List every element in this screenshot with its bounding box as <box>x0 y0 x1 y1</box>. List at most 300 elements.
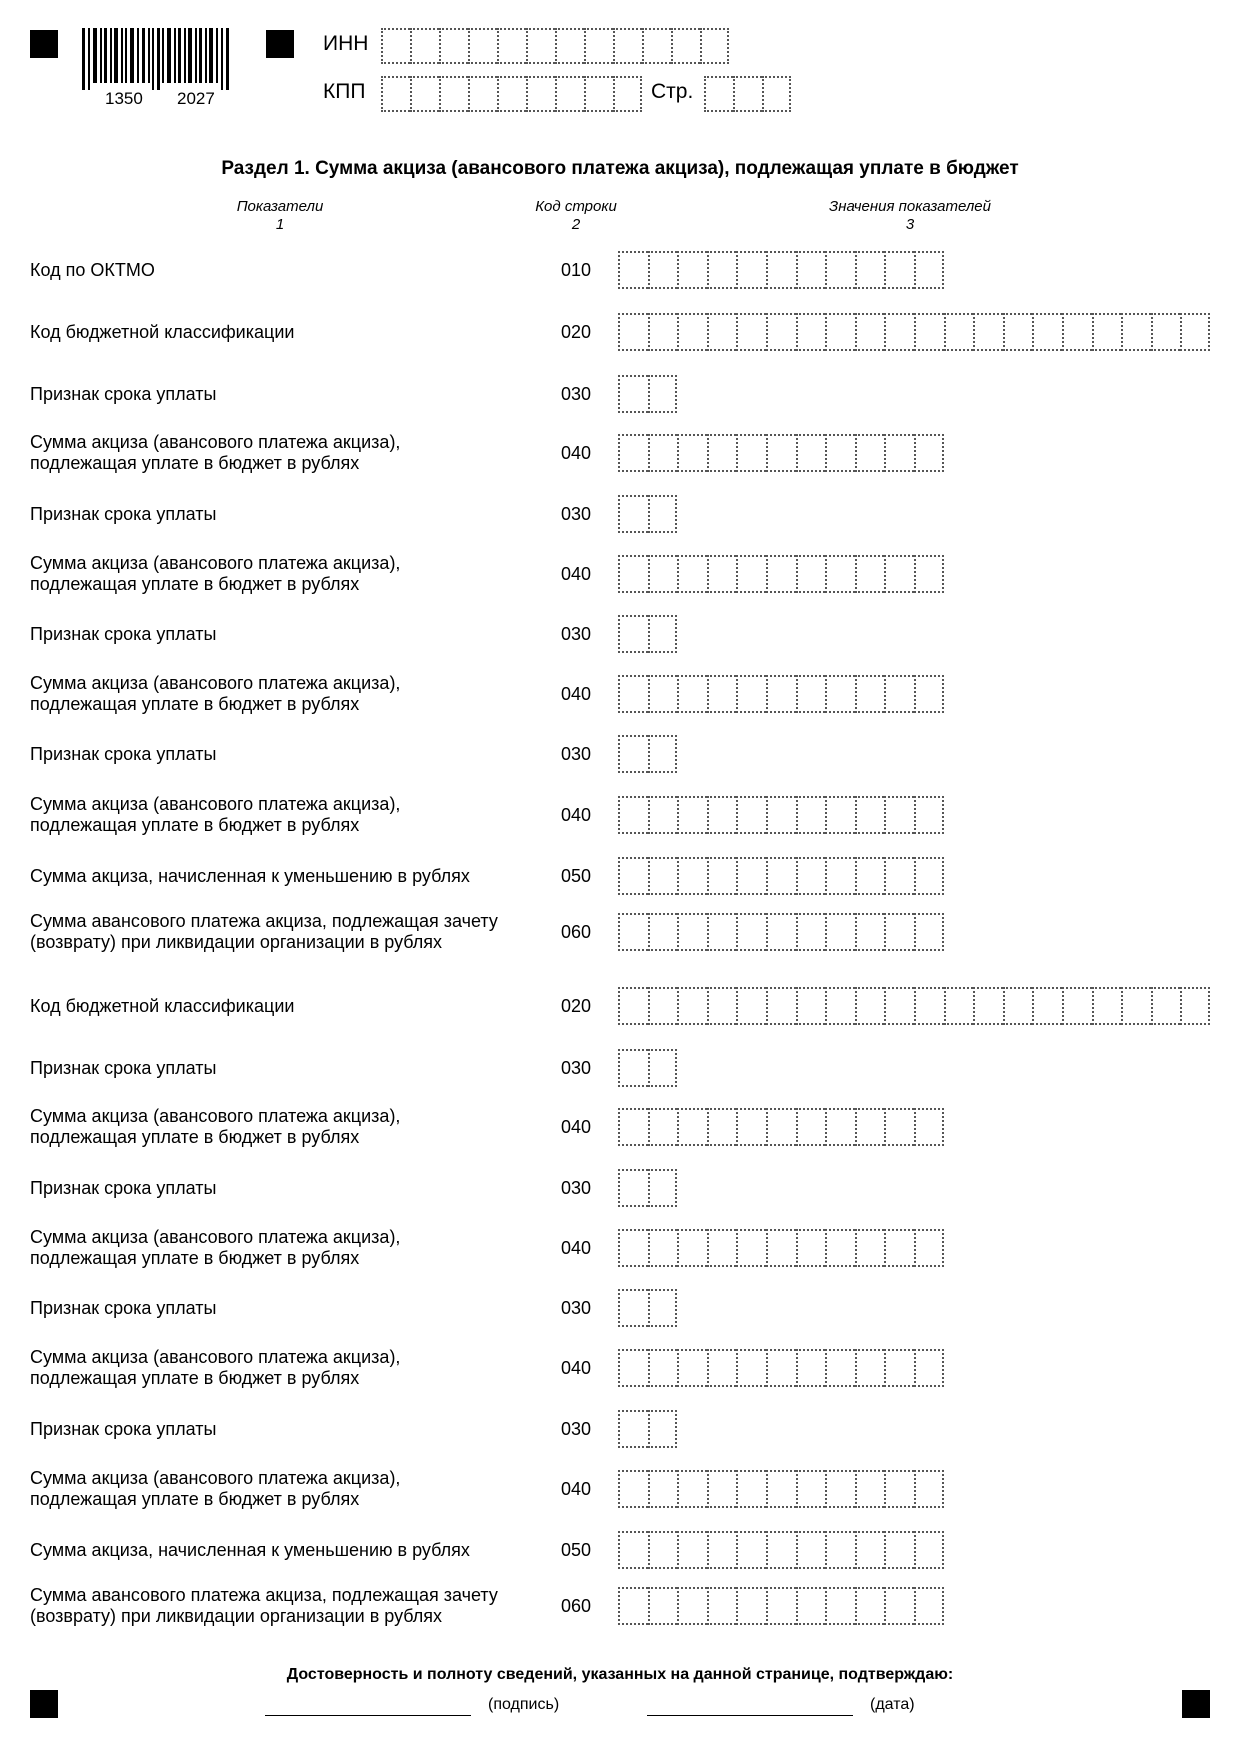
input-cell[interactable] <box>677 1229 707 1267</box>
section-title: Раздел 1. Сумма акциза (авансового платежа акциза), подлежащая уплате в бюджет <box>221 158 1019 179</box>
input-cell[interactable] <box>736 987 766 1025</box>
input-cell[interactable] <box>766 251 796 289</box>
row-label: Сумма акциза (авансового платежа акциза), подлежащая уплате в бюджет в рублях <box>30 794 401 835</box>
input-cell[interactable] <box>796 1349 826 1387</box>
input-cell[interactable] <box>766 913 796 951</box>
row-value-input[interactable] <box>618 1587 944 1625</box>
row-label: Сумма акциза (авансового платежа акциза), подлежащая уплате в бюджет в рублях <box>30 432 401 473</box>
input-cell[interactable] <box>707 913 737 951</box>
input-cell[interactable] <box>884 1531 914 1569</box>
input-cell[interactable] <box>468 28 497 64</box>
input-cell[interactable] <box>766 987 796 1025</box>
corner-marker-bottom-right <box>1182 1690 1210 1718</box>
input-cell[interactable] <box>707 1587 737 1625</box>
input-cell[interactable] <box>648 1108 678 1146</box>
input-cell[interactable] <box>584 76 613 112</box>
corner-marker-top-right <box>266 30 294 58</box>
input-cell[interactable] <box>884 913 914 951</box>
input-cell[interactable] <box>677 1108 707 1146</box>
input-cell[interactable] <box>914 1587 944 1625</box>
input-cell[interactable] <box>1032 313 1062 351</box>
input-cell[interactable] <box>381 76 410 112</box>
input-cell[interactable] <box>944 313 974 351</box>
input-cell[interactable] <box>618 251 648 289</box>
row-value-input[interactable] <box>618 857 944 895</box>
input-cell[interactable] <box>766 857 796 895</box>
input-cell[interactable] <box>648 375 678 413</box>
input-cell[interactable] <box>497 76 526 112</box>
input-cell[interactable] <box>618 313 648 351</box>
row-value-input[interactable] <box>618 1531 944 1569</box>
input-cell[interactable] <box>825 1229 855 1267</box>
input-cell[interactable] <box>914 987 944 1025</box>
date-line[interactable] <box>647 1715 853 1716</box>
row-value-input[interactable] <box>618 375 677 413</box>
input-cell[interactable] <box>1180 313 1210 351</box>
input-cell[interactable] <box>733 76 762 112</box>
input-cell[interactable] <box>914 1470 944 1508</box>
input-cell[interactable] <box>914 1229 944 1267</box>
row-label: Код бюджетной классификации <box>30 996 295 1016</box>
input-cell[interactable] <box>648 796 678 834</box>
input-cell[interactable] <box>648 313 678 351</box>
input-cell[interactable] <box>736 796 766 834</box>
row-value-input[interactable] <box>618 1108 944 1146</box>
input-cell[interactable] <box>796 555 826 593</box>
input-cell[interactable] <box>884 1470 914 1508</box>
input-cell[interactable] <box>1092 987 1122 1025</box>
input-cell[interactable] <box>766 434 796 472</box>
column-header-label: Значения показателей <box>828 198 991 215</box>
input-cell[interactable] <box>736 313 766 351</box>
input-cell[interactable] <box>825 1349 855 1387</box>
input-cell[interactable] <box>677 857 707 895</box>
input-cell[interactable] <box>618 1349 648 1387</box>
input-cell[interactable] <box>648 675 678 713</box>
input-cell[interactable] <box>1151 313 1181 351</box>
input-cell[interactable] <box>736 1108 766 1146</box>
input-cell[interactable] <box>855 913 885 951</box>
input-cell[interactable] <box>855 1108 885 1146</box>
input-cell[interactable] <box>1121 313 1151 351</box>
input-cell[interactable] <box>796 313 826 351</box>
input-cell[interactable] <box>648 555 678 593</box>
input-cell[interactable] <box>825 987 855 1025</box>
row-label: Код по ОКТМО <box>30 260 155 280</box>
input-cell[interactable] <box>677 1587 707 1625</box>
input-cell[interactable] <box>677 313 707 351</box>
row-value-input[interactable] <box>618 913 944 951</box>
row-label: Сумма авансового платежа акциза, подлежащая зачету (возврату) при ликвидации организации в рублях <box>30 911 498 952</box>
input-cell[interactable] <box>825 857 855 895</box>
input-cell[interactable] <box>855 675 885 713</box>
input-cell[interactable] <box>707 675 737 713</box>
input-cell[interactable] <box>855 1349 885 1387</box>
input-cell[interactable] <box>613 28 642 64</box>
signature-caption: (подпись) <box>488 1696 560 1713</box>
input-cell[interactable] <box>648 1229 678 1267</box>
row-value-input[interactable] <box>618 1470 944 1508</box>
input-cell[interactable] <box>704 76 733 112</box>
row-value-input[interactable] <box>618 615 677 653</box>
input-cell[interactable] <box>855 251 885 289</box>
input-cell[interactable] <box>618 1587 648 1625</box>
input-cell[interactable] <box>707 251 737 289</box>
input-cell[interactable] <box>439 28 468 64</box>
input-cell[interactable] <box>855 1587 885 1625</box>
row-label: Сумма акциза (авансового платежа акциза), подлежащая уплате в бюджет в рублях <box>30 1468 401 1509</box>
input-cell[interactable] <box>914 796 944 834</box>
input-cell[interactable] <box>766 1531 796 1569</box>
input-cell[interactable] <box>855 857 885 895</box>
input-cell[interactable] <box>677 1531 707 1569</box>
input-cell[interactable] <box>884 313 914 351</box>
input-cell[interactable] <box>825 675 855 713</box>
row-value-input[interactable] <box>618 251 944 289</box>
row-code: 030 <box>560 1058 592 1078</box>
input-cell[interactable] <box>914 1349 944 1387</box>
input-cell[interactable] <box>618 857 648 895</box>
input-cell[interactable] <box>1092 313 1122 351</box>
input-cell[interactable] <box>973 313 1003 351</box>
inn-input[interactable] <box>381 28 729 64</box>
input-cell[interactable] <box>736 1531 766 1569</box>
row-code: 030 <box>560 744 592 764</box>
row-code: 040 <box>560 1117 592 1137</box>
row-value-input[interactable] <box>618 1349 944 1387</box>
input-cell[interactable] <box>648 495 678 533</box>
input-cell[interactable] <box>618 1470 648 1508</box>
input-cell[interactable] <box>796 913 826 951</box>
input-cell[interactable] <box>707 796 737 834</box>
column-header-label: Код строки <box>535 198 617 215</box>
input-cell[interactable] <box>796 987 826 1025</box>
row-value-input[interactable] <box>618 1410 677 1448</box>
input-cell[interactable] <box>648 913 678 951</box>
input-cell[interactable] <box>736 1349 766 1387</box>
input-cell[interactable] <box>618 1049 648 1087</box>
row-value-input[interactable] <box>618 555 944 593</box>
input-cell[interactable] <box>707 1229 737 1267</box>
input-cell[interactable] <box>884 1349 914 1387</box>
input-cell[interactable] <box>648 735 678 773</box>
input-cell[interactable] <box>618 375 648 413</box>
row-code: 030 <box>560 504 592 524</box>
input-cell[interactable] <box>618 1289 648 1327</box>
input-cell[interactable] <box>648 987 678 1025</box>
row-code: 040 <box>560 1238 592 1258</box>
input-cell[interactable] <box>677 913 707 951</box>
row-value-input[interactable] <box>618 495 677 533</box>
input-cell[interactable] <box>618 434 648 472</box>
row-code: 030 <box>560 1419 592 1439</box>
input-cell[interactable] <box>555 28 584 64</box>
input-cell[interactable] <box>825 251 855 289</box>
input-cell[interactable] <box>642 28 671 64</box>
input-cell[interactable] <box>1062 313 1092 351</box>
row-label: Сумма акциза, начисленная к уменьшению в рублях <box>30 1540 470 1560</box>
input-cell[interactable] <box>1151 987 1181 1025</box>
input-cell[interactable] <box>914 555 944 593</box>
input-cell[interactable] <box>736 1587 766 1625</box>
confirmation-text: Достоверность и полноту сведений, указанных на данной странице, подтверждаю: <box>286 1666 954 1683</box>
row-value-input[interactable] <box>618 1289 677 1327</box>
row-value-input[interactable] <box>618 1049 677 1087</box>
input-cell[interactable] <box>944 987 974 1025</box>
input-cell[interactable] <box>914 857 944 895</box>
row-code: 040 <box>560 564 592 584</box>
input-cell[interactable] <box>707 313 737 351</box>
input-cell[interactable] <box>825 1470 855 1508</box>
input-cell[interactable] <box>736 1229 766 1267</box>
input-cell[interactable] <box>736 1470 766 1508</box>
row-label: Признак срока уплаты <box>30 1298 217 1318</box>
input-cell[interactable] <box>796 251 826 289</box>
kpp-input[interactable] <box>381 76 642 112</box>
input-cell[interactable] <box>884 1587 914 1625</box>
input-cell[interactable] <box>618 495 648 533</box>
input-cell[interactable] <box>796 1108 826 1146</box>
input-cell[interactable] <box>648 1049 678 1087</box>
input-cell[interactable] <box>618 796 648 834</box>
input-cell[interactable] <box>825 434 855 472</box>
row-value-input[interactable] <box>618 313 1210 351</box>
input-cell[interactable] <box>677 796 707 834</box>
input-cell[interactable] <box>736 434 766 472</box>
input-cell[interactable] <box>855 555 885 593</box>
input-cell[interactable] <box>914 1108 944 1146</box>
row-label: Признак срока уплаты <box>30 624 217 644</box>
input-cell[interactable] <box>884 1229 914 1267</box>
input-cell[interactable] <box>618 1108 648 1146</box>
input-cell[interactable] <box>1003 987 1033 1025</box>
input-cell[interactable] <box>677 987 707 1025</box>
input-cell[interactable] <box>855 1531 885 1569</box>
input-cell[interactable] <box>648 1410 678 1448</box>
input-cell[interactable] <box>700 28 729 64</box>
row-code: 020 <box>560 322 592 342</box>
signature-line[interactable] <box>265 1715 471 1716</box>
row-code: 040 <box>560 443 592 463</box>
row-code: 030 <box>560 1298 592 1318</box>
input-cell[interactable] <box>618 675 648 713</box>
input-cell[interactable] <box>1003 313 1033 351</box>
input-cell[interactable] <box>648 857 678 895</box>
input-cell[interactable] <box>796 434 826 472</box>
input-cell[interactable] <box>796 1470 826 1508</box>
input-cell[interactable] <box>766 675 796 713</box>
input-cell[interactable] <box>381 28 410 64</box>
input-cell[interactable] <box>736 555 766 593</box>
input-cell[interactable] <box>796 796 826 834</box>
row-value-input[interactable] <box>618 1229 944 1267</box>
input-cell[interactable] <box>884 675 914 713</box>
input-cell[interactable] <box>707 555 737 593</box>
input-cell[interactable] <box>766 555 796 593</box>
input-cell[interactable] <box>677 675 707 713</box>
row-label: Сумма акциза, начисленная к уменьшению в рублях <box>30 866 470 886</box>
column-header-indicators <box>180 198 380 234</box>
input-cell[interactable] <box>410 76 439 112</box>
input-cell[interactable] <box>766 1349 796 1387</box>
input-cell[interactable] <box>618 1410 648 1448</box>
input-cell[interactable] <box>526 28 555 64</box>
input-cell[interactable] <box>884 796 914 834</box>
input-cell[interactable] <box>677 434 707 472</box>
page-label: Стр. <box>651 80 694 103</box>
input-cell[interactable] <box>736 913 766 951</box>
input-cell[interactable] <box>796 857 826 895</box>
input-cell[interactable] <box>884 987 914 1025</box>
page-number-input[interactable] <box>704 76 791 112</box>
row-code: 030 <box>560 384 592 404</box>
column-header-number: 2 <box>571 216 581 233</box>
column-header-line-code <box>476 198 676 234</box>
row-label: Признак срока уплаты <box>30 1178 217 1198</box>
row-code: 040 <box>560 684 592 704</box>
input-cell[interactable] <box>884 1108 914 1146</box>
input-cell[interactable] <box>707 434 737 472</box>
input-cell[interactable] <box>648 1470 678 1508</box>
input-cell[interactable] <box>707 1349 737 1387</box>
input-cell[interactable] <box>1180 987 1210 1025</box>
input-cell[interactable] <box>736 857 766 895</box>
input-cell[interactable] <box>648 251 678 289</box>
input-cell[interactable] <box>796 1531 826 1569</box>
input-cell[interactable] <box>618 987 648 1025</box>
inn-label: ИНН <box>323 32 369 55</box>
input-cell[interactable] <box>648 1289 678 1327</box>
input-cell[interactable] <box>914 1531 944 1569</box>
row-label: Признак срока уплаты <box>30 1419 217 1439</box>
input-cell[interactable] <box>618 1169 648 1207</box>
date-caption: (дата) <box>870 1696 915 1713</box>
input-cell[interactable] <box>707 1470 737 1508</box>
input-cell[interactable] <box>618 1229 648 1267</box>
corner-marker-bottom-left <box>30 1690 58 1718</box>
input-cell[interactable] <box>762 76 791 112</box>
input-cell[interactable] <box>914 313 944 351</box>
input-cell[interactable] <box>766 1108 796 1146</box>
input-cell[interactable] <box>855 434 885 472</box>
input-cell[interactable] <box>766 1229 796 1267</box>
input-cell[interactable] <box>914 675 944 713</box>
input-cell[interactable] <box>707 1108 737 1146</box>
row-label: Сумма акциза (авансового платежа акциза), подлежащая уплате в бюджет в рублях <box>30 673 401 714</box>
input-cell[interactable] <box>766 796 796 834</box>
input-cell[interactable] <box>618 913 648 951</box>
input-cell[interactable] <box>825 796 855 834</box>
input-cell[interactable] <box>648 1587 678 1625</box>
row-code: 050 <box>560 1540 592 1560</box>
input-cell[interactable] <box>736 675 766 713</box>
input-cell[interactable] <box>825 555 855 593</box>
input-cell[interactable] <box>618 555 648 593</box>
input-cell[interactable] <box>796 1229 826 1267</box>
row-label: Сумма акциза (авансового платежа акциза), подлежащая уплате в бюджет в рублях <box>30 553 401 594</box>
row-value-input[interactable] <box>618 735 677 773</box>
input-cell[interactable] <box>618 615 648 653</box>
input-cell[interactable] <box>671 28 700 64</box>
input-cell[interactable] <box>497 28 526 64</box>
row-code: 050 <box>560 866 592 886</box>
row-code: 040 <box>560 1358 592 1378</box>
input-cell[interactable] <box>884 251 914 289</box>
input-cell[interactable] <box>584 28 613 64</box>
input-cell[interactable] <box>526 76 555 112</box>
row-label: Сумма акциза (авансового платежа акциза), подлежащая уплате в бюджет в рублях <box>30 1347 401 1388</box>
input-cell[interactable] <box>1121 987 1151 1025</box>
input-cell[interactable] <box>914 913 944 951</box>
input-cell[interactable] <box>796 1587 826 1625</box>
input-cell[interactable] <box>884 555 914 593</box>
row-value-input[interactable] <box>618 987 1210 1025</box>
input-cell[interactable] <box>914 434 944 472</box>
input-cell[interactable] <box>613 76 642 112</box>
barcode-number-left: 1350 <box>105 89 143 108</box>
input-cell[interactable] <box>677 1470 707 1508</box>
input-cell[interactable] <box>766 1470 796 1508</box>
input-cell[interactable] <box>648 1349 678 1387</box>
input-cell[interactable] <box>707 1531 737 1569</box>
input-cell[interactable] <box>648 615 678 653</box>
input-cell[interactable] <box>825 313 855 351</box>
row-value-input[interactable] <box>618 1169 677 1207</box>
input-cell[interactable] <box>468 76 497 112</box>
column-header-label: Показатели <box>236 198 324 215</box>
input-cell[interactable] <box>439 76 468 112</box>
row-label: Сумма акциза (авансового платежа акциза), подлежащая уплате в бюджет в рублях <box>30 1227 401 1268</box>
input-cell[interactable] <box>825 913 855 951</box>
input-cell[interactable] <box>884 857 914 895</box>
input-cell[interactable] <box>825 1587 855 1625</box>
input-cell[interactable] <box>648 434 678 472</box>
input-cell[interactable] <box>855 987 885 1025</box>
input-cell[interactable] <box>855 313 885 351</box>
row-value-input[interactable] <box>618 675 944 713</box>
input-cell[interactable] <box>766 313 796 351</box>
input-cell[interactable] <box>677 1349 707 1387</box>
input-cell[interactable] <box>1062 987 1092 1025</box>
input-cell[interactable] <box>1032 987 1062 1025</box>
input-cell[interactable] <box>618 1531 648 1569</box>
input-cell[interactable] <box>914 251 944 289</box>
input-cell[interactable] <box>884 434 914 472</box>
input-cell[interactable] <box>766 1587 796 1625</box>
barcode <box>82 28 242 92</box>
row-value-input[interactable] <box>618 796 944 834</box>
input-cell[interactable] <box>555 76 584 112</box>
input-cell[interactable] <box>707 987 737 1025</box>
input-cell[interactable] <box>855 1470 885 1508</box>
input-cell[interactable] <box>825 1531 855 1569</box>
input-cell[interactable] <box>677 251 707 289</box>
input-cell[interactable] <box>648 1169 678 1207</box>
input-cell[interactable] <box>855 796 885 834</box>
input-cell[interactable] <box>736 251 766 289</box>
input-cell[interactable] <box>796 675 826 713</box>
input-cell[interactable] <box>618 735 648 773</box>
input-cell[interactable] <box>677 555 707 593</box>
input-cell[interactable] <box>825 1108 855 1146</box>
row-value-input[interactable] <box>618 434 944 472</box>
input-cell[interactable] <box>410 28 439 64</box>
input-cell[interactable] <box>973 987 1003 1025</box>
row-label: Сумма акциза (авансового платежа акциза), подлежащая уплате в бюджет в рублях <box>30 1106 401 1147</box>
input-cell[interactable] <box>855 1229 885 1267</box>
input-cell[interactable] <box>707 857 737 895</box>
input-cell[interactable] <box>648 1531 678 1569</box>
